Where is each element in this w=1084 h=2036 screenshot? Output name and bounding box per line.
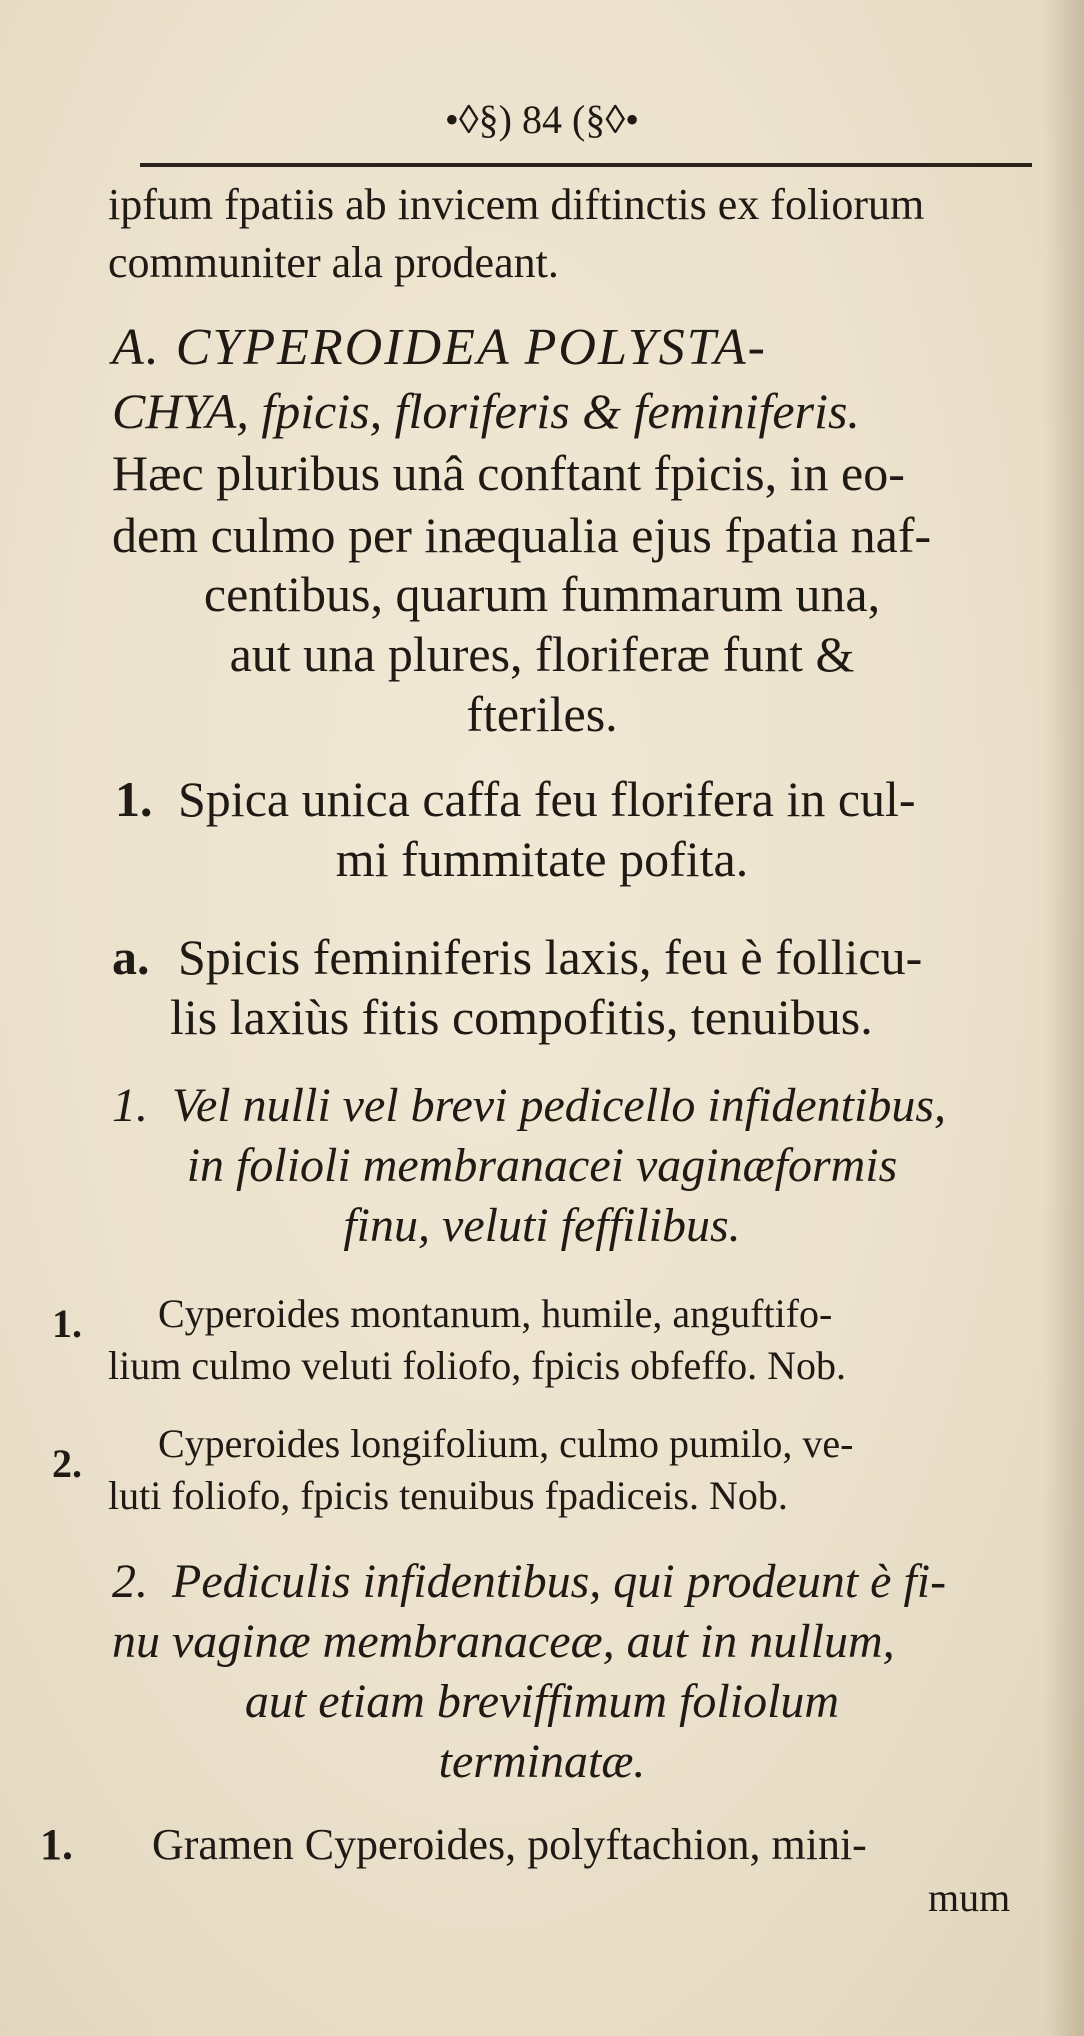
catchword: mum	[928, 1875, 1011, 1920]
italic-2-line-1: Pediculis infidentibus, qui prodeunt è fi-	[172, 1555, 947, 1608]
item-1-line-2: mi fummitate pofita.	[335, 831, 749, 887]
item-1-marker: 1.	[115, 771, 153, 827]
section-text-line-1: Hæc pluribus unâ conftant fpicis, in eo-	[112, 445, 905, 501]
species-3-marker: 1.	[40, 1820, 73, 1869]
species-2-line-2: luti foliofo, fpicis tenuibus fpadiceis. Nob.	[108, 1473, 788, 1518]
header-rule	[140, 163, 1032, 167]
header-ornament-right: (§◊•	[572, 97, 640, 142]
italic-2-line-2: nu vaginæ membranaceæ, aut in nullum,	[112, 1615, 895, 1668]
item-1-line-1: Spica unica caffa feu florifera in cul-	[178, 771, 916, 827]
section-text-line-3: centibus, quarum fummarum una,	[203, 566, 881, 622]
page-number: 84	[522, 97, 562, 142]
item-a-marker: a.	[112, 929, 150, 985]
continuation-line-2: communiter ala prodeant.	[108, 238, 559, 287]
item-a-line-1: Spicis feminiferis laxis, feu è follicu-	[178, 929, 923, 985]
page-edge-shadow	[1044, 0, 1084, 2036]
section-heading-line-2: CHYA, fpicis, floriferis & feminiferis.	[112, 383, 860, 439]
continuation-line-1: ipfum fpatiis ab invicem diftinctis ex foliorum	[108, 180, 925, 229]
italic-2-marker: 2.	[112, 1555, 148, 1608]
species-1-line-1: Cyperoides montanum, humile, anguftifo-	[158, 1291, 833, 1336]
page-header	[0, 96, 1084, 143]
section-text-line-4: aut una plures, floriferæ funt &	[229, 626, 855, 682]
section-text-line-2: dem culmo per inæqualia ejus fpatia naf-	[112, 507, 932, 563]
species-1-marker: 1.	[52, 1301, 82, 1346]
header-ornament-left: •◊§)	[444, 97, 512, 142]
species-1-line-2: lium culmo veluti foliofo, fpicis obfeffo. Nob.	[108, 1343, 847, 1388]
item-a-line-2: lis laxiùs fitis compofitis, tenuibus.	[170, 989, 873, 1045]
italic-1-line-1: Vel nulli vel brevi pedicello infidentibus,	[172, 1079, 947, 1132]
species-2-line-1: Cyperoides longifolium, culmo pumilo, ve-	[158, 1421, 854, 1466]
section-text-line-5: fteriles.	[466, 686, 618, 742]
italic-1-line-3: finu, veluti feffilibus.	[343, 1199, 741, 1252]
italic-1-line-2: in folioli membranacei vaginæformis	[186, 1139, 898, 1192]
italic-2-line-3: aut etiam breviffimum foliolum	[244, 1675, 840, 1728]
italic-1-marker: 1.	[112, 1079, 148, 1132]
italic-2-line-4: terminatæ.	[438, 1735, 646, 1788]
section-heading-line-1: A. CYPEROIDEA POLYSTA-	[112, 319, 767, 376]
species-3-line-1: Gramen Cyperoides, polyftachion, mini-	[152, 1820, 867, 1869]
species-2-marker: 2.	[52, 1441, 82, 1486]
